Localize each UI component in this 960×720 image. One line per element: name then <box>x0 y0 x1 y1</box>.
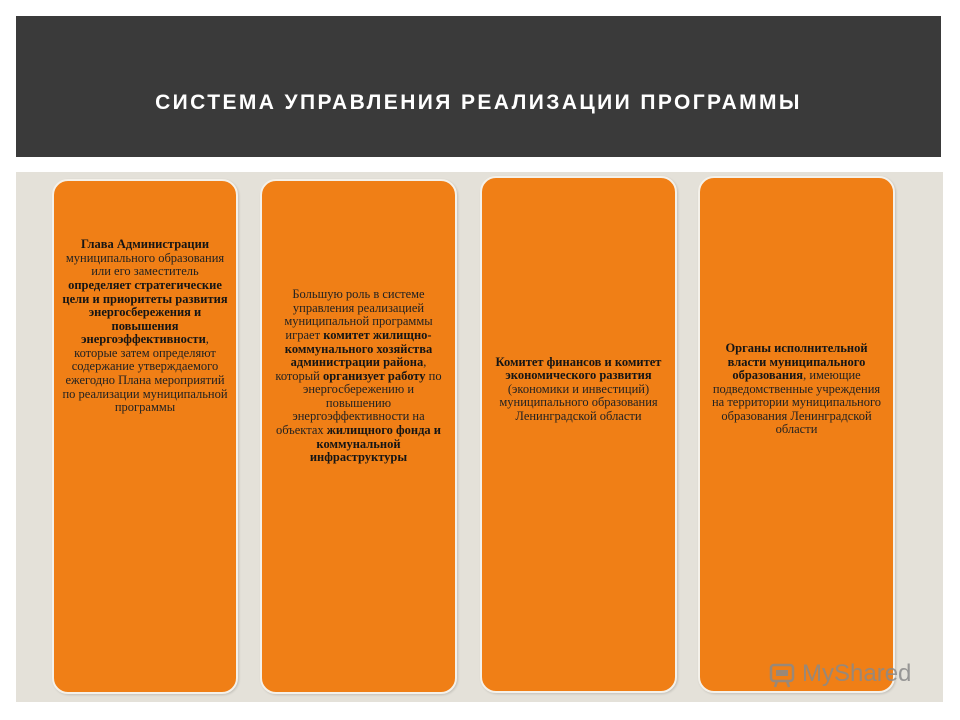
card-housing-committee <box>260 179 457 694</box>
card-executive-bodies <box>698 176 895 693</box>
card-text-normal: , имеющие подведомственные учреждения на территории муниципального образования Ленинградской области <box>711 368 882 437</box>
card-finance-committee <box>480 176 677 693</box>
header-bar <box>16 16 941 157</box>
card-text-bold: жилищного фонда и коммунальной инфраструктуры <box>309 423 441 465</box>
watermark <box>768 654 911 694</box>
page-title: СИСТЕМА УПРАВЛЕНИЯ РЕАЛИЗАЦИИ ПРОГРАММЫ <box>155 91 802 114</box>
card-text <box>482 356 675 424</box>
card-text-normal: , который <box>275 355 427 383</box>
card-text <box>54 238 236 415</box>
card-text-bold: Глава Администрации <box>80 237 210 252</box>
card-text-bold: Комитет финансов и комитет экономического развития <box>495 354 662 383</box>
myshared-logo-icon <box>768 659 798 689</box>
card-text-bold: определяет стратегические цели и приоритеты развития энергосбережения и повышения энергоэффективности <box>62 277 228 347</box>
card-text-normal: Большую роль в системе управления реализацией муниципальной программы играет <box>284 287 433 342</box>
card-text-bold: Органы исполнительной власти муниципального образования <box>725 340 868 383</box>
card-text-normal: по энергосбережению и повышению энергоэффективности на объектах <box>276 368 442 438</box>
card-text-bold: комитет жилищно-коммунального хозяйства администрации района <box>284 327 433 370</box>
card-head-of-administration <box>52 179 238 694</box>
card-text-normal: , которые затем определяют содержание утверждаемого ежегодно Плана мероприятий по реализации муниципальной программы <box>62 332 228 415</box>
card-text-normal: муниципального образования или его заместитель <box>65 250 225 279</box>
watermark-text: MyShared <box>802 660 912 687</box>
card-text <box>262 288 455 465</box>
card-text-bold: организует работу <box>322 368 426 383</box>
card-text-normal: (экономики и инвестиций) муниципального образования Ленинградской области <box>499 381 658 423</box>
card-text <box>700 342 893 437</box>
